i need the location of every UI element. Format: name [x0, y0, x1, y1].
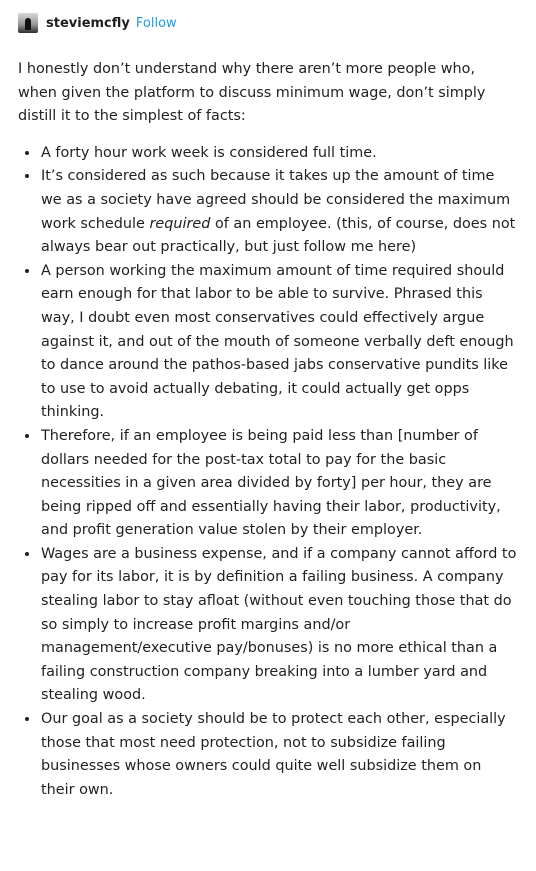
list-item: • A person working the maximum amount of time required should earn enough for that labor to be able to survive. Phrased this way, I doubt even most conservatives could effectively argue against it, and out of the mouth of someone verbally deft enough to dance around the pathos-based jabs conservative pundits like to use to avoid actually debating, it could actually get opps thinking.: [40, 260, 518, 425]
username-link[interactable]: steviemcfly: [46, 15, 130, 31]
list-item: • Wages are a business expense, and if a company cannot afford to pay for its labor, it is by definition a failing business. A company stealing labor to stay afloat (without even touching those that do so simply to increase profit margins and/or management/executive pay/bonuses) is no more ethical than a failing construction company breaking into a lumber yard and stealing wood.: [40, 543, 518, 708]
list-item: • Therefore, if an employee is being paid less than [number of dollars needed for the post-tax total to pay for the basic necessities in a given area divided by forty] per hour, they are being ripped off and essentially having their labor, productivity, and profit generation value stolen by their employer.: [40, 425, 518, 543]
list-item-text: It’s considered as such because it takes up the amount of time we as a society have agreed should be considered the maximum work schedule: [41, 168, 511, 232]
list-item: [40, 165, 518, 259]
list-item: • A forty hour work week is considered full time.: [40, 142, 518, 166]
follow-button[interactable]: Follow: [135, 15, 177, 31]
bullet-list: [18, 142, 518, 803]
post-header: [18, 10, 518, 36]
emphasized-text: required: [149, 215, 211, 232]
avatar[interactable]: [18, 13, 38, 33]
list-item: • Our goal as a society should be to protect each other, especially those that most need protection, not to subsidize failing businesses whose owners could quite well subsidize them on their own.: [40, 708, 518, 802]
list-item-text: of an employee. (this, of course, does not always bear out practically, but just follow me here): [41, 215, 516, 256]
post-intro: I honestly don’t understand why there aren’t more people who, when given the platform to discuss minimum wage, don’t simply distill it to the simplest of facts:: [18, 61, 486, 125]
